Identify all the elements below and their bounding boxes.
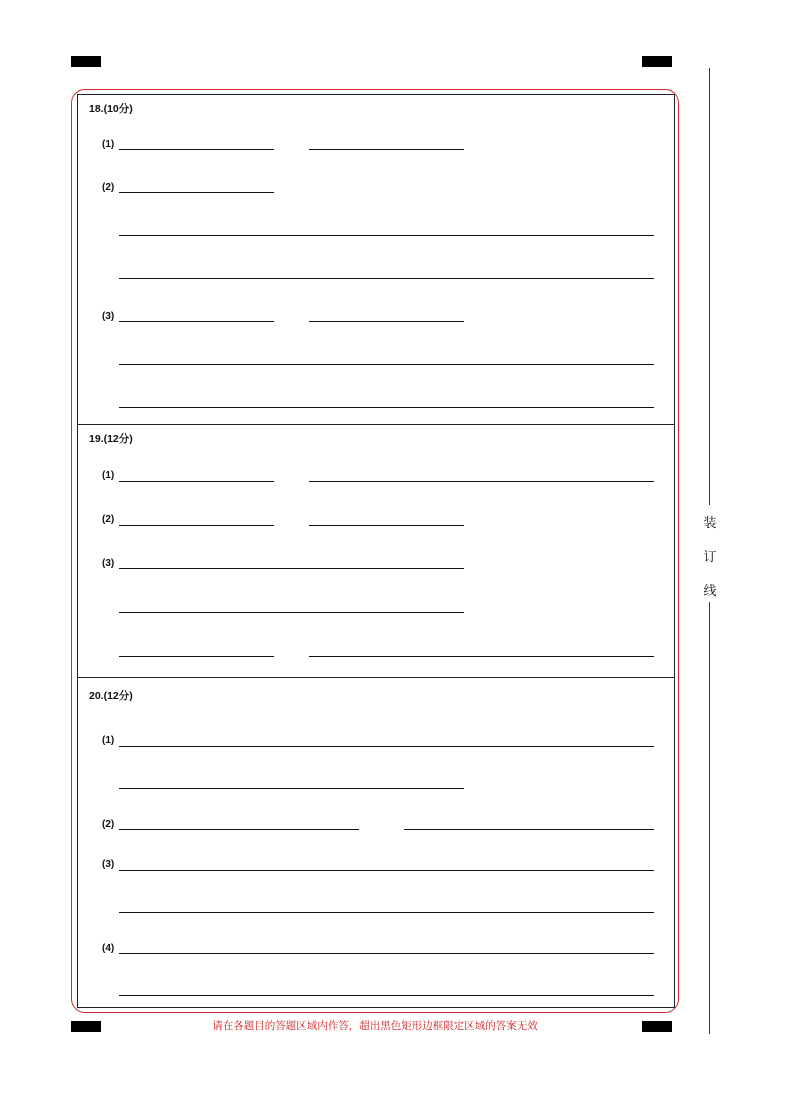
answer-line[interactable]	[309, 481, 654, 482]
corner-marker-top-left	[71, 56, 101, 67]
part-label: (1)	[102, 735, 115, 746]
answer-line[interactable]	[119, 278, 654, 279]
footer-warning: 请在各题目的答题区域内作答，超出黑色矩形边框限定区域的答案无效	[212, 1020, 538, 1032]
answer-line[interactable]	[119, 321, 274, 322]
part-label: (1)	[102, 470, 115, 481]
part-label: (2)	[102, 514, 115, 525]
section-divider	[77, 677, 675, 678]
answer-line[interactable]	[119, 481, 274, 482]
binding-label-char: 订	[703, 550, 717, 565]
answer-line[interactable]	[119, 612, 464, 613]
section-divider	[77, 424, 675, 425]
binding-line	[709, 602, 710, 1034]
answer-line[interactable]	[119, 364, 654, 365]
question-19-title: 19.(12分)	[89, 433, 133, 445]
answer-line[interactable]	[119, 953, 654, 954]
answer-line[interactable]	[119, 568, 464, 569]
part-label: (3)	[102, 859, 115, 870]
answer-line[interactable]	[119, 192, 274, 193]
answer-line[interactable]	[119, 829, 359, 830]
answer-line[interactable]	[119, 912, 654, 913]
question-20-title: 20.(12分)	[89, 690, 133, 702]
answer-line[interactable]	[119, 407, 654, 408]
answer-line[interactable]	[309, 656, 654, 657]
answer-line[interactable]	[119, 995, 654, 996]
answer-line[interactable]	[119, 525, 274, 526]
answer-line[interactable]	[119, 235, 654, 236]
question-18-title: 18.(10分)	[89, 103, 133, 115]
answer-line[interactable]	[404, 829, 654, 830]
binding-label-char: 装	[703, 516, 717, 531]
part-label: (3)	[102, 311, 115, 322]
corner-marker-top-right	[642, 56, 672, 67]
answer-line[interactable]	[309, 525, 464, 526]
answer-line[interactable]	[309, 149, 464, 150]
answer-line[interactable]	[119, 149, 274, 150]
answer-line[interactable]	[119, 746, 654, 747]
part-label: (1)	[102, 139, 115, 150]
part-label: (2)	[102, 182, 115, 193]
binding-label-char: 线	[703, 584, 717, 599]
corner-marker-bottom-left	[71, 1021, 101, 1032]
part-label: (3)	[102, 558, 115, 569]
binding-line	[709, 68, 710, 505]
answer-line[interactable]	[119, 656, 274, 657]
part-label: (2)	[102, 819, 115, 830]
answer-line[interactable]	[309, 321, 464, 322]
corner-marker-bottom-right	[642, 1021, 672, 1032]
answer-line[interactable]	[119, 788, 464, 789]
answer-line[interactable]	[119, 870, 654, 871]
part-label: (4)	[102, 943, 115, 954]
